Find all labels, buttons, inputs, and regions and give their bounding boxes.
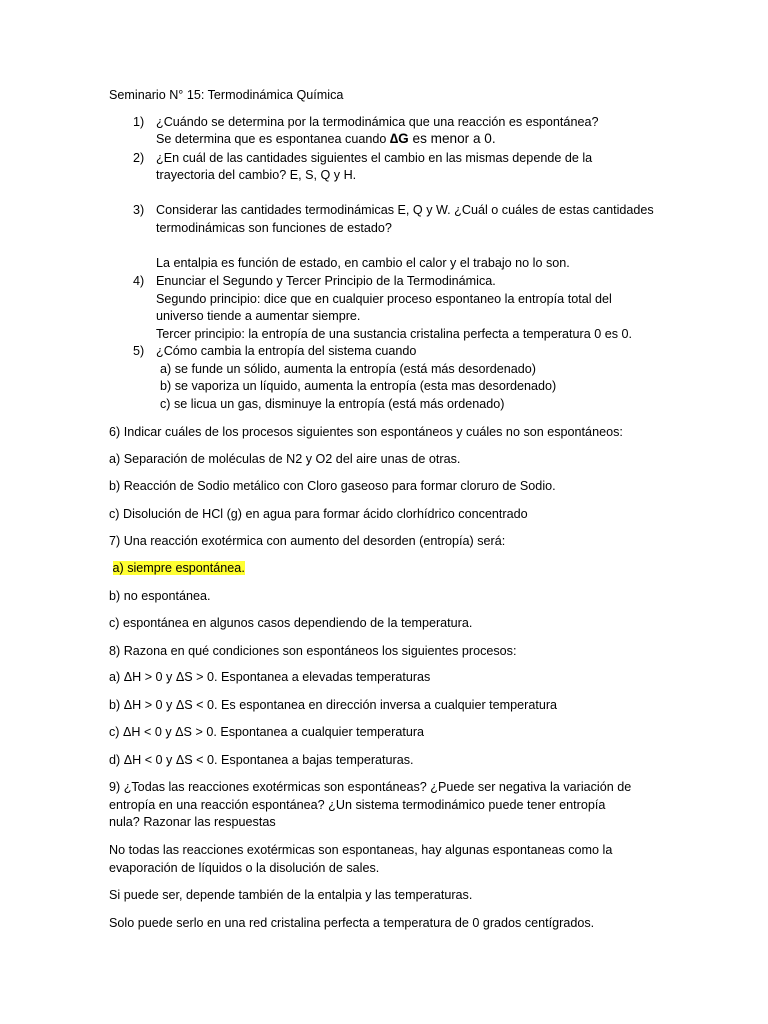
question-9-line: 9) ¿Todas las reacciones exotérmicas son espontáneas? ¿Puede ser negativa la variación de: [109, 780, 632, 794]
answer-8-b: b) ΔH > 0 y ΔS < 0. Es espontanea en dirección inversa a cualquier temperatura: [109, 698, 558, 712]
answer-8-c: c) ΔH < 0 y ΔS > 0. Espontanea a cualquier temperatura: [109, 725, 425, 739]
question-3-line: termodinámicas son funciones de estado?: [156, 221, 392, 235]
item-number: 2): [133, 151, 145, 165]
answer-9-line: No todas las reacciones exotérmicas son espontaneas, hay algunas espontaneas como la: [109, 843, 613, 857]
answer-5-b: b) se vaporiza un líquido, aumenta la entropía (esta mas desordenado): [160, 379, 557, 393]
item-number: 5): [133, 344, 145, 358]
answer-9-second: Si puede ser, depende también de la entalpia y las temperaturas.: [109, 888, 473, 902]
answer-4-line: Tercer principio: la entropía de una sustancia cristalina perfecta a temperatura 0 es 0.: [156, 327, 633, 341]
answer-8-a: a) ΔH > 0 y ΔS > 0. Espontanea a elevadas temperaturas: [109, 670, 431, 684]
option-7-b: b) no espontánea.: [109, 589, 211, 603]
answer-4-line: universo tiende a aumentar siempre.: [156, 309, 361, 323]
delta-g-symbol: ∆G: [389, 131, 409, 146]
option-6-a: a) Separación de moléculas de N2 y O2 del aire unas de otras.: [109, 452, 461, 466]
question-9-line: entropía en una reacción espontánea? ¿Un sistema termodinámico puede tener entropía: [109, 798, 606, 812]
question-4: Enunciar el Segundo y Tercer Principio de la Termodinámica.: [156, 274, 496, 288]
answer-5-c: c) se licua un gas, disminuye la entropía (está más ordenado): [160, 397, 505, 411]
question-5: ¿Cómo cambia la entropía del sistema cuando: [156, 344, 417, 358]
answer-5-a: a) se funde un sólido, aumenta la entropía (está más desordenado): [160, 362, 536, 376]
answer-9-line: evaporación de líquidos o la disolución de sales.: [109, 861, 380, 875]
answer-1-suffix: es menor a 0.: [408, 131, 496, 146]
question-3-line: Considerar las cantidades termodinámicas E, Q y W. ¿Cuál o cuáles de estas cantidades: [156, 203, 654, 217]
answer-8-d: d) ΔH < 0 y ΔS < 0. Espontanea a bajas temperaturas.: [109, 753, 414, 767]
item-number: 3): [133, 203, 145, 217]
question-9-line: nula? Razonar las respuestas: [109, 815, 276, 829]
question-2-line: trayectoria del cambio? E, S, Q y H.: [156, 168, 357, 182]
option-6-c: c) Disolución de HCl (g) en agua para formar ácido clorhídrico concentrado: [109, 507, 528, 521]
question-8: 8) Razona en qué condiciones son espontáneos los siguientes procesos:: [109, 644, 517, 658]
question-6: 6) Indicar cuáles de los procesos siguientes son espontáneos y cuáles no son espontáneos:: [109, 425, 623, 439]
highlighted-answer: a) siempre espontánea.: [112, 561, 245, 575]
option-7-a-row: [109, 560, 245, 576]
item-number: 4): [133, 274, 145, 288]
document-title: Seminario N° 15: Termodinámica Química: [109, 88, 344, 102]
answer-1-math: [390, 131, 496, 146]
answer-9-third: Solo puede serlo en una red cristalina perfecta a temperatura de 0 grados centígrados.: [109, 916, 595, 930]
answer-4-line: Segundo principio: dice que en cualquier proceso espontaneo la entropía total del: [156, 292, 612, 306]
item-number: 1): [133, 115, 145, 129]
question-2-line: ¿En cuál de las cantidades siguientes el cambio en las mismas depende de la: [156, 151, 593, 165]
answer-1-prefix: Se determina que es espontanea cuando: [156, 132, 390, 146]
answer-3: La entalpia es función de estado, en cambio el calor y el trabajo no lo son.: [156, 256, 570, 270]
question-1: ¿Cuándo se determina por la termodinámica que una reacción es espontánea?: [156, 115, 599, 129]
answer-1: [156, 131, 496, 147]
option-7-c: c) espontánea en algunos casos dependiendo de la temperatura.: [109, 616, 473, 630]
option-6-b: b) Reacción de Sodio metálico con Cloro gaseoso para formar cloruro de Sodio.: [109, 479, 556, 493]
question-7: 7) Una reacción exotérmica con aumento del desorden (entropía) será:: [109, 534, 506, 548]
